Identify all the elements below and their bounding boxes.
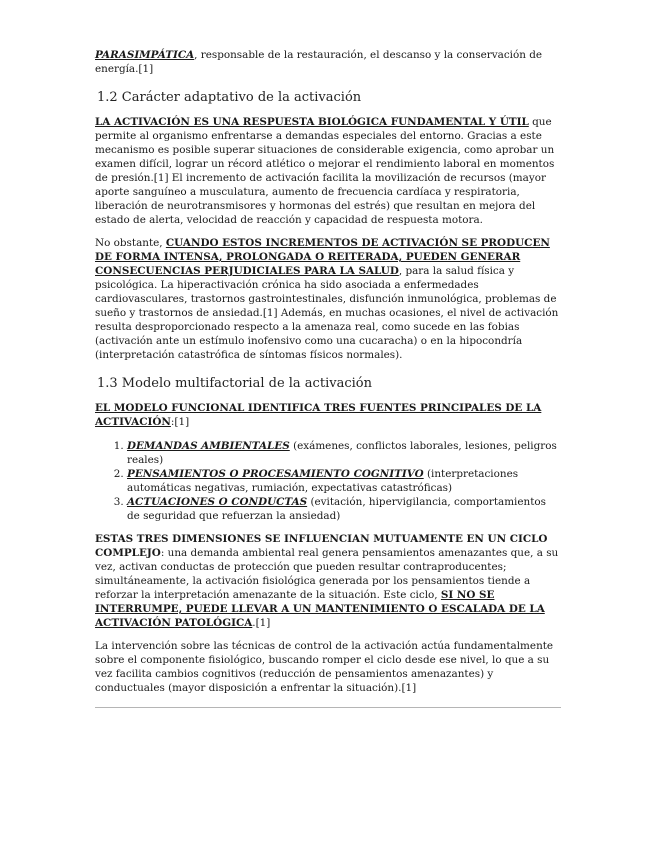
emphasis-pathological-escalation: SI NO SE INTERRUMPE, PUEDE LLEVAR A UN MANTENIMIENTO O ESCALADA DE LA ACTIVACIÓN PATOLÓGICA bbox=[95, 589, 545, 629]
paragraph-intervention: La intervención sobre las técnicas de control de la activación actúa fundamentalmente sobre el componente fisiológico, buscando romper el ciclo desde ese nivel, lo que a su vez facilita cambios cognitivos (reducción de pensamientos amenazantes) y conductuales (mayor disposición a enfrentar la situación).[1] bbox=[95, 640, 554, 694]
list-item-text: (interpretaciones automáticas negativas, rumiación, expectativas catastróficas) bbox=[127, 468, 519, 494]
paragraph-text: No obstante, bbox=[95, 237, 166, 249]
paragraph-model-intro bbox=[95, 401, 561, 429]
list-item bbox=[127, 439, 561, 467]
emphasis-harmful-consequences: CUANDO ESTOS INCREMENTOS DE ACTIVACIÓN SE PRODUCEN DE FORMA INTENSA, PROLONGADA O REITERADA, PUEDEN GENERAR CONSECUENCIAS PERJUDICIALES PARA LA SALUD bbox=[95, 237, 550, 277]
list-item bbox=[127, 495, 561, 523]
section-heading-1-2: 1.2 Carácter adaptativo de la activación bbox=[97, 90, 362, 105]
paragraph-text: que permite al organismo enfrentarse a demandas especiales del entorno. Gracias a este mecanismo es posible superar situaciones de considerable exigencia, como aprobar un examen difícil, lograr un récord atlético o mejorar el rendimiento laboral en momentos de presión.[1] El incremento de activación facilita la movilización de recursos (mayor aporte sanguíneo a musculatura, aumento de frecuencia cardíaca y respiratoria, liberación de neurotransmisores y hormonas del estrés) que resultan en mejora del estado de alerta, velocidad de reacción y capacidad de respuesta motora. bbox=[95, 116, 555, 226]
paragraph-text: , para la salud física y psicológica. La hiperactivación crónica ha sido asociada a enfermedades cardiovasculares, trastornos gastrointestinales, disfunción inmunológica, problemas de sueño y trastornos de ansiedad.[1] Además, en muchas ocasiones, el nivel de activación resulta desproporcionado respecto a la amenaza real, como sucede en las fobias (activación ante un estímulo inofensivo como una cucaracha) o en la hipocondría (interpretación catastrófica de síntomas físicos normales). bbox=[95, 265, 559, 361]
paragraph-text: : una demanda ambiental real genera pensamientos amenazantes que, a su vez, activan conductas de protección que pueden resultar contraproducentes; simultáneamente, la activación fisiológica generada por los pensamientos tiende a reforzar la interpretación amenazante de la situación. Este ciclo, bbox=[95, 547, 559, 601]
horizontal-divider bbox=[95, 707, 561, 708]
paragraph-cycle bbox=[95, 532, 561, 630]
paragraph-text: .[1] bbox=[252, 617, 271, 629]
term-parasimpatica: PARASIMPÁTICA bbox=[95, 49, 195, 61]
paragraph-text: :[1] bbox=[170, 416, 190, 428]
paragraph-adaptive bbox=[95, 115, 561, 227]
section-heading-1-3: 1.3 Modelo multifactorial de la activación bbox=[97, 376, 372, 391]
paragraph-text: , responsable de la restauración, el descanso y la conservación de energía.[1] bbox=[95, 49, 543, 75]
emphasis-complex-cycle: ESTAS TRES DIMENSIONES SE INFLUENCIAN MUTUAMENTE EN UN CICLO COMPLEJO bbox=[95, 533, 548, 559]
list-item-text: (evitación, hipervigilancia, comportamientos de seguridad que refuerzan la ansiedad) bbox=[127, 496, 546, 522]
list-item bbox=[127, 467, 561, 495]
sources-list bbox=[95, 439, 561, 523]
paragraph-however bbox=[95, 236, 561, 362]
list-item-term: PENSAMIENTOS O PROCESAMIENTO COGNITIVO bbox=[127, 468, 424, 480]
list-item-text: (exámenes, conflictos laborales, lesiones, peligros reales) bbox=[127, 440, 557, 466]
paragraph-parasympathetic bbox=[95, 48, 561, 76]
emphasis-three-sources: EL MODELO FUNCIONAL IDENTIFICA TRES FUENTES PRINCIPALES DE LA ACTIVACIÓN bbox=[95, 402, 542, 428]
list-item-term: ACTUACIONES O CONDUCTAS bbox=[127, 496, 308, 508]
emphasis-activation-useful: LA ACTIVACIÓN ES UNA RESPUESTA BIOLÓGICA FUNDAMENTAL Y ÚTIL bbox=[95, 116, 529, 128]
list-item-term: DEMANDAS AMBIENTALES bbox=[127, 440, 290, 452]
